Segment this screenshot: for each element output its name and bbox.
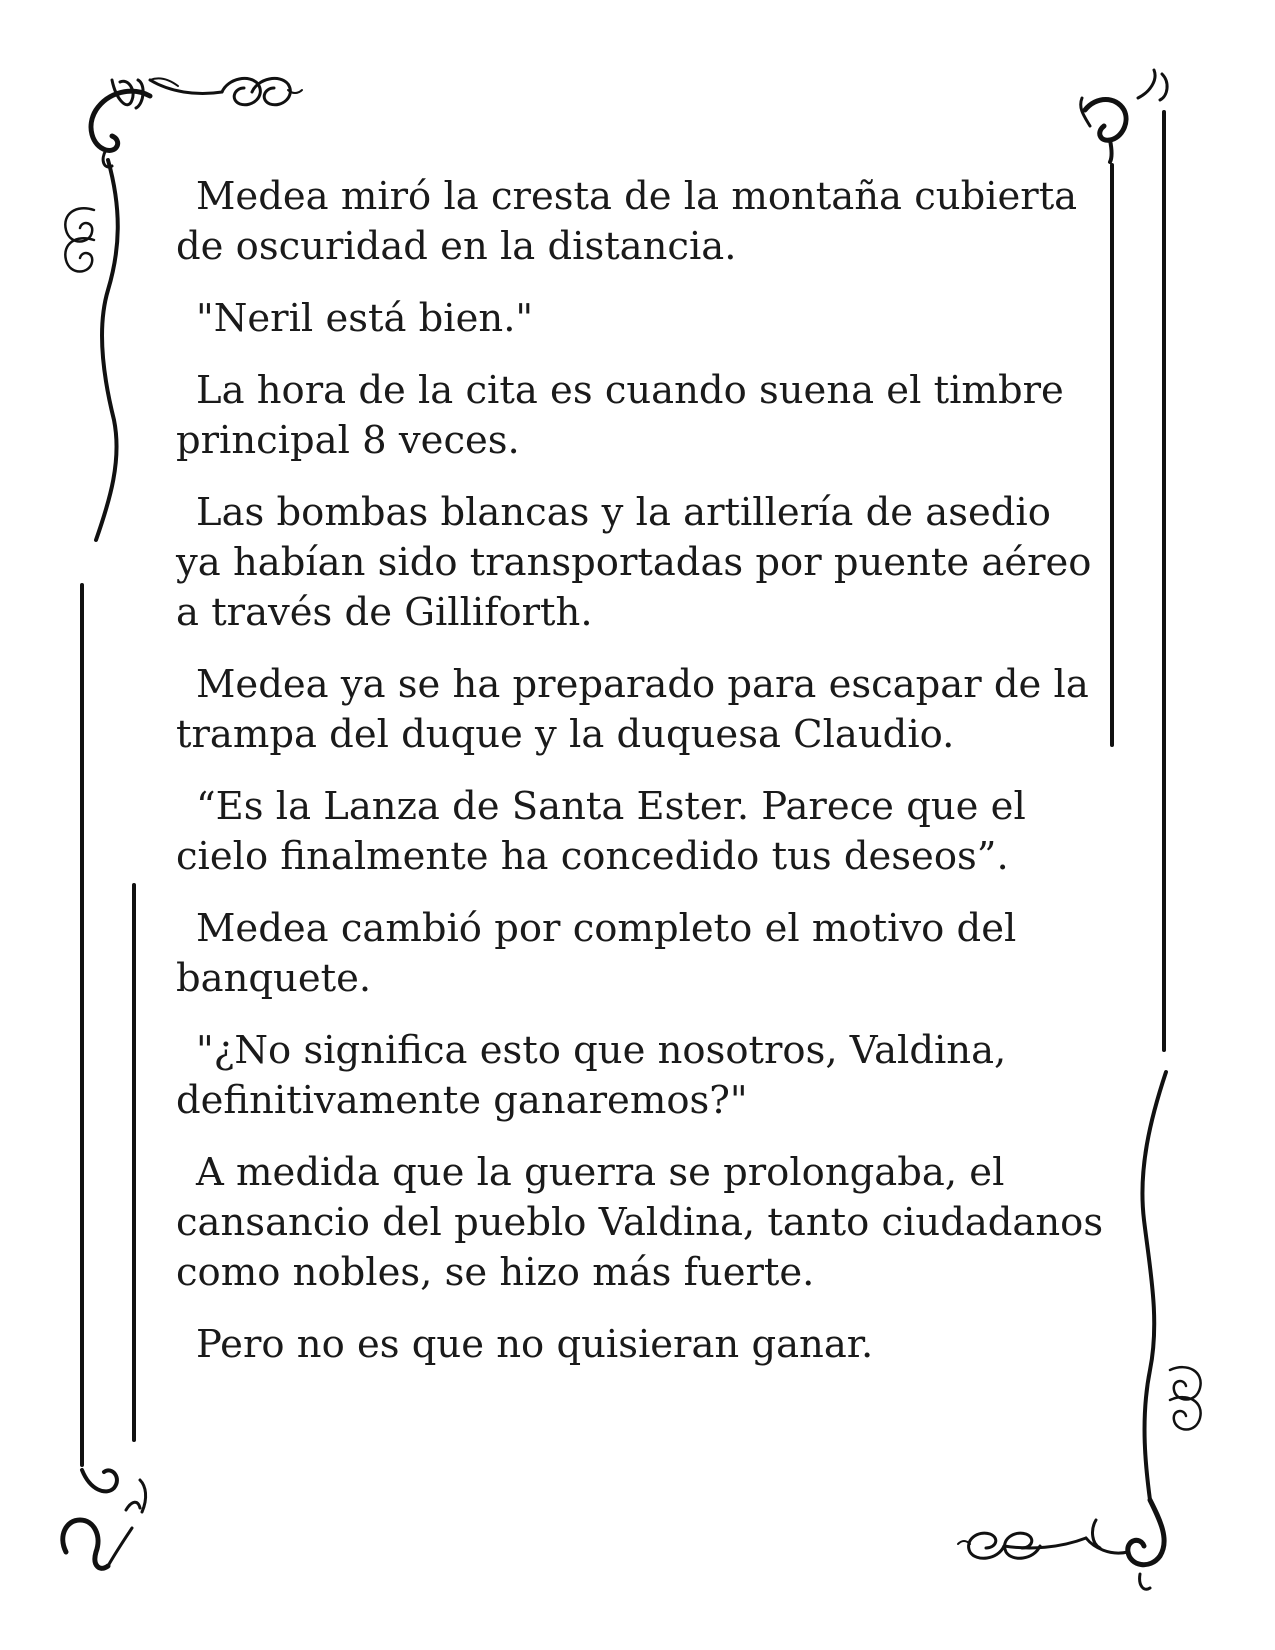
paragraph: Medea ya se ha preparado para escapar de la trampa del duque y la duquesa Claudio. bbox=[176, 662, 1089, 757]
paragraph: Medea cambió por completo el motivo del banquete. bbox=[176, 906, 1017, 1001]
flourish-top-right bbox=[1081, 70, 1167, 162]
paragraph: “Es la Lanza de Santa Ester. Parece que el cielo finalmente ha concedido tus deseos”. bbox=[176, 784, 1026, 879]
story-text bbox=[176, 172, 1106, 1392]
paragraph: Las bombas blancas y la artillería de asedio ya habían sido transportadas por puente aéreo a través de Gilliforth. bbox=[176, 490, 1092, 635]
paragraph: "¿No significa esto que nosotros, Valdina, definitivamente ganaremos?" bbox=[176, 1028, 1007, 1123]
paragraph: A medida que la guerra se prolongaba, el cansancio del pueblo Valdina, tanto ciudadanos como nobles, se hizo más fuerte. bbox=[176, 1150, 1104, 1295]
paragraph: Pero no es que no quisieran ganar. bbox=[196, 1322, 874, 1367]
paragraph: La hora de la cita es cuando suena el timbre principal 8 veces. bbox=[176, 368, 1064, 463]
paragraph: Medea miró la cresta de la montaña cubierta de oscuridad en la distancia. bbox=[176, 174, 1078, 269]
flourish-bottom-left bbox=[63, 1470, 146, 1568]
paragraph: "Neril está bien." bbox=[196, 296, 534, 341]
